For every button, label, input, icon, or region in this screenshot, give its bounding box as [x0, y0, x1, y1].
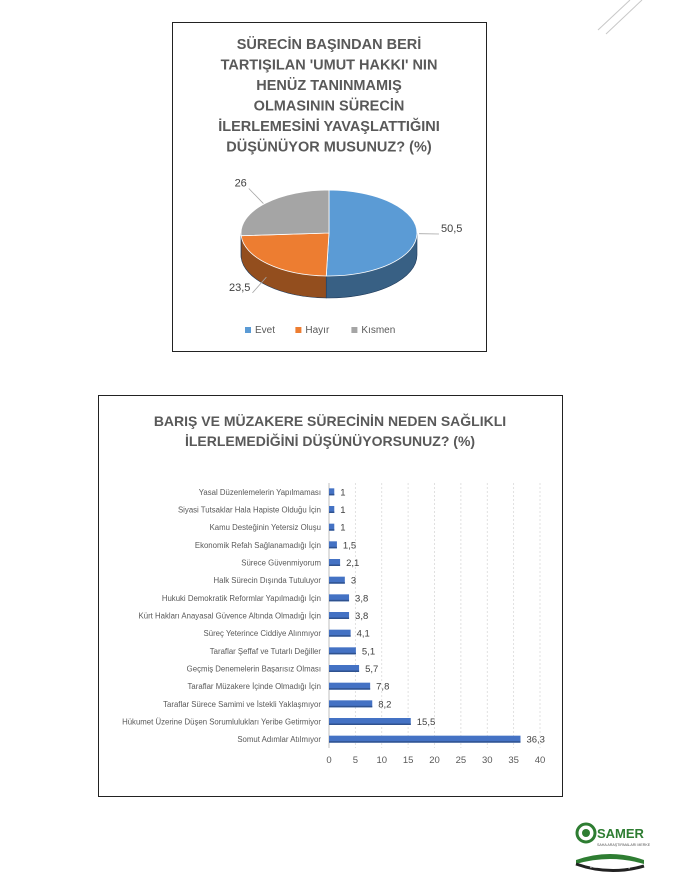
pie-title-line: İLERLEMESİNİ YAVAŞLATTIĞINI	[218, 119, 440, 135]
bar-chart-panel	[98, 395, 563, 797]
pie-leader-line	[249, 189, 264, 204]
logo-brand: SAMER	[597, 826, 644, 841]
bar-value-label: 1	[340, 522, 346, 534]
bar-chart	[99, 396, 562, 796]
bar-title-line: BARIŞ VE MÜZAKERE SÜRECİNİN NEDEN SAĞLIKLI	[153, 413, 507, 429]
pie-data-label: 50,5	[440, 223, 463, 236]
category-label: Yasal Düzenlemelerin Yapılmaması	[198, 487, 321, 497]
bar-value-label: 1	[340, 505, 346, 516]
bar-value-label: 1,5	[342, 540, 357, 552]
bar-title-line: İLERLEMEDİĞİNİ DÜŞÜNÜYORSUNUZ? (%)	[184, 433, 476, 449]
x-tick-label: 30	[481, 755, 493, 766]
pie-title-line: TARTIŞILAN 'UMUT HAKKI' NIN	[220, 57, 438, 74]
bar-value-label: 7,8	[376, 681, 390, 693]
bar-chart-title	[154, 412, 506, 449]
category-label: Süreç Yeterince Ciddiye Alınmıyor	[203, 629, 321, 639]
pie-slice-kısmen	[241, 190, 329, 236]
logo-url: www.sahaarastirmalari.org	[590, 865, 630, 869]
category-label: Halk Sürecin Dışında Tutuluyor	[213, 576, 321, 586]
category-label: Ekonomik Refah Sağlanamadığı İçin	[194, 540, 321, 550]
pie-data-label: 26	[234, 177, 247, 190]
bar-shadow	[329, 653, 356, 655]
legend-swatch	[295, 327, 301, 333]
bar-value-label: 36,3	[526, 734, 545, 746]
bar-shadow	[329, 547, 337, 549]
bar-shadow	[329, 529, 334, 531]
category-label: Kamu Desteğinin Yetersiz Oluşu	[209, 523, 321, 533]
x-tick-label: 15	[402, 755, 414, 766]
category-label: Taraflar Müzakere İçinde Olmadığı İçin	[187, 682, 321, 692]
bar-value-label: 5,1	[361, 646, 376, 658]
category-label: Somut Adımlar Atılmıyor	[237, 735, 321, 745]
category-label: Geçmiş Denemelerin Başarısız Olması	[186, 664, 321, 674]
bar-shadow	[329, 635, 351, 637]
bar-shadow	[329, 600, 349, 602]
bar-shadow	[329, 671, 359, 673]
bar-shadow	[329, 512, 334, 514]
bar-shadow	[329, 618, 349, 620]
x-tick-label: 0	[326, 755, 332, 766]
category-label: Taraflar Şeffaf ve Tutarlı Değiller	[209, 646, 321, 656]
bar-value-label: 1	[340, 487, 346, 499]
x-tick-label: 40	[534, 755, 546, 766]
logo-tagline: SAHA ARAŞTIRMALARI MERKEZİ	[597, 843, 650, 847]
x-tick-label: 20	[429, 755, 440, 766]
category-label: Taraflar Sürece Samimi ve İstekli Yaklaşmıyor	[163, 699, 321, 709]
pie-title-line: HENÜZ TANINMAMIŞ	[256, 78, 402, 94]
bar-value-label: 5,7	[365, 664, 379, 675]
pie-chart	[173, 23, 486, 351]
bar-shadow	[329, 582, 345, 584]
bar-value-label: 15,5	[416, 717, 436, 728]
bar-value-label: 3	[350, 575, 357, 587]
bar-value-label: 4,1	[356, 628, 370, 640]
x-tick-label: 25	[455, 755, 467, 766]
pie-data-label: 23,5	[229, 281, 251, 294]
bar-value-label: 2,1	[346, 558, 360, 569]
pie-title-line: OLMASININ SÜRECİN	[253, 98, 405, 115]
logo-swoosh-icon	[576, 854, 644, 864]
x-tick-label: 35	[508, 755, 519, 766]
bar-value-label: 3,8	[355, 611, 369, 622]
pie-title-line: SÜRECİN BAŞINDAN BERİ	[236, 37, 422, 53]
category-label: Hukuki Demokratik Reformlar Yapılmadığı İçin	[161, 593, 321, 603]
pie-legend	[245, 325, 395, 336]
legend-swatch	[245, 327, 251, 333]
bar-shadow	[329, 706, 372, 708]
pie-chart-panel	[172, 22, 487, 352]
x-tick-label: 10	[376, 755, 388, 766]
category-label: Siyasi Tutsaklar Hala Hapiste Olduğu İçin	[177, 505, 321, 515]
pie-chart-title	[218, 36, 440, 156]
bar-shadow	[329, 741, 520, 743]
bar-shadow	[329, 688, 370, 690]
bar-shadow	[329, 565, 340, 567]
legend-swatch	[351, 327, 357, 333]
bar-shadow	[329, 724, 411, 726]
bar-value-label: 8,2	[378, 699, 392, 711]
samer-logo	[570, 818, 650, 884]
legend-label: Evet	[255, 325, 276, 336]
category-label: Hükumet Üzerine Düşen Sorumlulukları Yeribe Getirmiyor	[122, 717, 321, 727]
pie-title-line: DÜŞÜNÜYOR MUSUNUZ? (%)	[226, 139, 432, 156]
legend-label: Hayır	[305, 325, 330, 336]
category-label: Kürt Hakları Anayasal Güvence Altında Olmadığı İçin	[138, 611, 321, 621]
category-label: Sürece Güvenmiyorum	[241, 558, 321, 568]
bar-value-label: 3,8	[355, 593, 369, 605]
bar-shadow	[329, 494, 334, 496]
x-tick-label: 5	[352, 755, 359, 766]
legend-label: Kısmen	[361, 325, 396, 336]
